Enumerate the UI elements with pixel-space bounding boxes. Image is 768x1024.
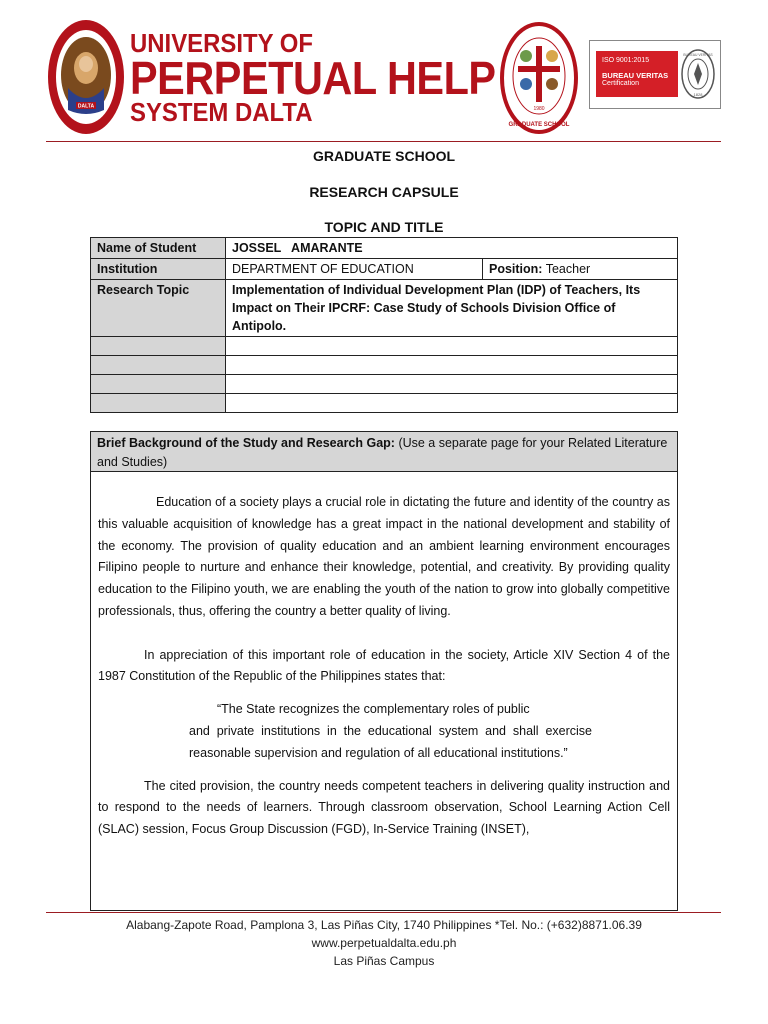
iso-label-block: [596, 51, 678, 97]
position-label: Position:: [489, 262, 543, 276]
table-row: [91, 280, 678, 337]
empty-value-cell: [226, 375, 678, 394]
background-paragraph-2: In appreciation of this important role of education in the society, Article XIV Section 4 of the 1987 Constitution of the Republic of the Philippines states that:: [98, 647, 670, 684]
background-body: [91, 472, 677, 841]
bureau-veritas-logo: [680, 47, 716, 101]
capsule-title: RESEARCH CAPSULE: [309, 184, 459, 200]
quote-first-line: “The State recognizes the complementary roles of public: [217, 702, 530, 717]
left-seal-sub: DALTA: [77, 103, 95, 110]
student-info-table: [90, 237, 678, 413]
topic-title: TOPIC AND TITLE: [324, 219, 444, 235]
footer-campus: Las Piñas Campus: [333, 954, 435, 968]
table-row: [91, 356, 678, 375]
empty-label-cell: [91, 337, 226, 356]
table-row: [91, 337, 678, 356]
footer-address: Alabang-Zapote Road, Pamplona 3, Las Piñas City, 1740 Philippines *Tel. No.: (+632)8871.06.39: [126, 918, 642, 932]
footer: [0, 916, 768, 970]
constitution-quote: [189, 699, 592, 764]
empty-value-cell: [226, 337, 678, 356]
research-topic-label: Research Topic: [91, 280, 226, 337]
university-name: [130, 30, 536, 125]
background-heading-note: (Use a separate page for your Related Literature and Studies): [97, 436, 668, 469]
quote-rest: and private institutions in the educational system and shall exercise reasonable supervision and regulation of all educational institutions.”: [189, 723, 592, 760]
table-row: [91, 259, 678, 280]
institution-value: DEPARTMENT OF EDUCATION: [226, 259, 483, 280]
right-seal-bottom: GRADUATE SCHOOL: [508, 122, 570, 128]
university-name-line2: PERPETUAL HELP: [130, 52, 496, 104]
iso-year: 1828: [693, 92, 703, 97]
background-heading-title: Brief Background of the Study and Research Gap:: [97, 436, 395, 450]
table-row: [91, 394, 678, 413]
university-seal-logo: [46, 18, 126, 136]
footer-website[interactable]: www.perpetualdalta.edu.ph: [311, 936, 457, 950]
table-row: [91, 375, 678, 394]
student-name: JOSSEL AMARANTE: [226, 238, 678, 259]
iso-ring-text: BUREAU VERITAS: [683, 53, 713, 57]
graduate-school-seal-logo: [500, 22, 578, 134]
background-paragraph-3: The cited provision, the country needs competent teachers in delivering quality instruction and to respond to the needs of learners. Through classroom observation, School Learning Action Cell (SLAC) session, Focus Group Discussion (FGD), In-Service Training (INSET),: [98, 778, 670, 837]
position-cell: [483, 259, 678, 280]
right-seal-year: 1980: [533, 106, 545, 112]
background-heading: [91, 432, 677, 472]
header-divider: [46, 141, 721, 142]
iso-certification-word: Certification: [602, 80, 639, 88]
institution-label: Institution: [91, 259, 226, 280]
empty-label-cell: [91, 394, 226, 413]
name-label: Name of Student: [91, 238, 226, 259]
background-paragraph-1: Education of a society plays a crucial role in dictating the future and identity of the country as this valuable acquisition of knowledge has a great impact in the national development and stability of the economy. The provision of quality education and an ambient learning environment encourages Filipino people to nurture and enhance their knowledge, potential, and creativity. By providing quality education to the Filipino youth, we are enabling the youth of the nation to grow into globally competitive professionals, thus, offering the country a better quality of living.: [98, 495, 670, 618]
iso-certification-badge: [589, 40, 721, 109]
iso-standard: ISO 9001:2015: [602, 57, 650, 64]
university-name-line3: SYSTEM DALTA: [130, 97, 313, 127]
empty-value-cell: [226, 394, 678, 413]
university-name-line1: UNIVERSITY OF: [130, 28, 313, 58]
empty-label-cell: [91, 375, 226, 394]
research-topic-value: Implementation of Individual Development Plan (IDP) of Teachers, Its Impact on Their IPCRF: Case Study of Schools Division Office of Antipolo.: [226, 280, 678, 337]
position-value: Teacher: [542, 262, 591, 276]
school-title: GRADUATE SCHOOL: [312, 148, 456, 164]
empty-value-cell: [226, 356, 678, 375]
iso-certifier: BUREAU VERITAS: [602, 70, 669, 80]
footer-divider: [46, 912, 721, 913]
empty-label-cell: [91, 356, 226, 375]
background-section: [90, 431, 678, 911]
table-row: [91, 238, 678, 259]
